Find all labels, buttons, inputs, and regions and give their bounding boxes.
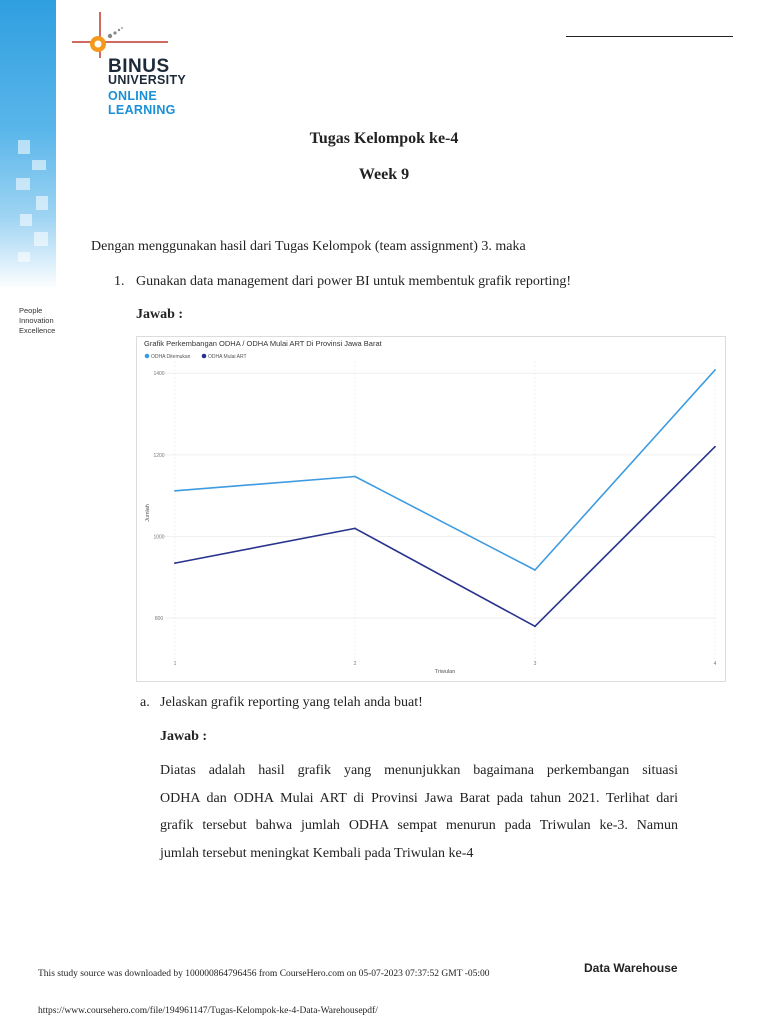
y-tick-label-0: 800 <box>154 616 164 623</box>
logo-emblem-icon <box>72 12 182 62</box>
question-a-letter: a. <box>140 695 150 710</box>
series-1-point-2 <box>534 625 536 627</box>
tagline-people: People <box>19 306 43 315</box>
y-axis-label: Jumlah <box>145 504 151 522</box>
logo-university-text: UNIVERSITY <box>108 73 187 87</box>
legend-label-1: ODHA Mulai ART <box>208 354 247 360</box>
x-tick-label-0: 1 <box>173 661 177 667</box>
x-axis-label: Triwulan <box>434 669 456 675</box>
line-chart <box>136 336 726 682</box>
question-a-answer-label: Jawab : <box>160 729 208 744</box>
series-0-point-1 <box>354 476 356 478</box>
series-1-point-3 <box>714 446 716 448</box>
logo-learning-text: LEARNING <box>108 103 176 117</box>
logo-online-text: ONLINE <box>108 89 158 103</box>
answer-paragraph <box>160 757 678 867</box>
series-1-point-1 <box>354 527 356 529</box>
y-tick-label-3: 1400 <box>153 371 165 378</box>
series-0-point-2 <box>534 569 536 571</box>
x-tick-label-3: 4 <box>713 661 717 667</box>
document-title: Tugas Kelompok ke-4 <box>309 130 459 147</box>
y-tick-label-1: 1000 <box>153 534 165 541</box>
answer-line-4: jumlah tersebut meningkat Kembali pada Triwulan ke-4 <box>160 845 474 861</box>
answer-line-1: Diatas adalah hasil grafik yang menunjukkan bagaimana perkembangan situasi <box>160 763 678 778</box>
question-1-text: Gunakan data management dari power BI untuk membentuk grafik reporting! <box>136 274 572 289</box>
course-name: Data Warehouse <box>584 961 678 975</box>
series-0-point-3 <box>714 369 716 371</box>
chart-title: Grafik Perkembangan ODHA / ODHA Mulai ART Di Provinsi Jawa Barat <box>144 339 382 348</box>
logo-binus-text: BINUS <box>108 56 170 77</box>
tagline-excellence: Excellence <box>19 326 56 335</box>
chart-canvas <box>137 337 725 681</box>
source-url-link[interactable]: https://www.coursehero.com/file/194961147/Tugas-Kelompok-ke-4-Data-Warehousepdf/ <box>38 1006 378 1016</box>
legend-swatch-1 <box>202 354 207 359</box>
legend-swatch-0 <box>145 354 150 359</box>
legend-label-0: ODHA Ditemukan <box>151 354 191 360</box>
tagline-innovation: Innovation <box>19 316 54 325</box>
signature-line <box>566 36 733 37</box>
intro-paragraph: Dengan menggunakan hasil dari Tugas Kelompok (team assignment) 3. maka <box>91 239 526 254</box>
series-0-point-0 <box>174 490 176 492</box>
answer-line-3: grafik tersebut bahwa jumlah ODHA sempat menurun pada Triwulan ke-3. Namun <box>160 818 678 833</box>
answer-label: Jawab : <box>136 307 184 322</box>
series-line-0 <box>175 370 715 570</box>
download-source-note: This study source was downloaded by 100000864796456 from CourseHero.com on 05-07-2023 07:37:52 GMT -05:00 <box>38 969 490 979</box>
week-label: Week 9 <box>358 166 410 183</box>
x-tick-label-1: 2 <box>353 661 357 667</box>
series-1-point-0 <box>174 562 176 564</box>
y-tick-label-2: 1200 <box>153 452 165 459</box>
question-a-text: Jelaskan grafik reporting yang telah anda buat! <box>160 695 423 710</box>
x-tick-label-2: 3 <box>533 661 537 667</box>
question-1-number: 1. <box>114 274 125 289</box>
answer-line-2: ODHA dan ODHA Mulai ART di Provinsi Jawa Barat pada tahun 2021. Terlihat dari <box>160 790 678 806</box>
